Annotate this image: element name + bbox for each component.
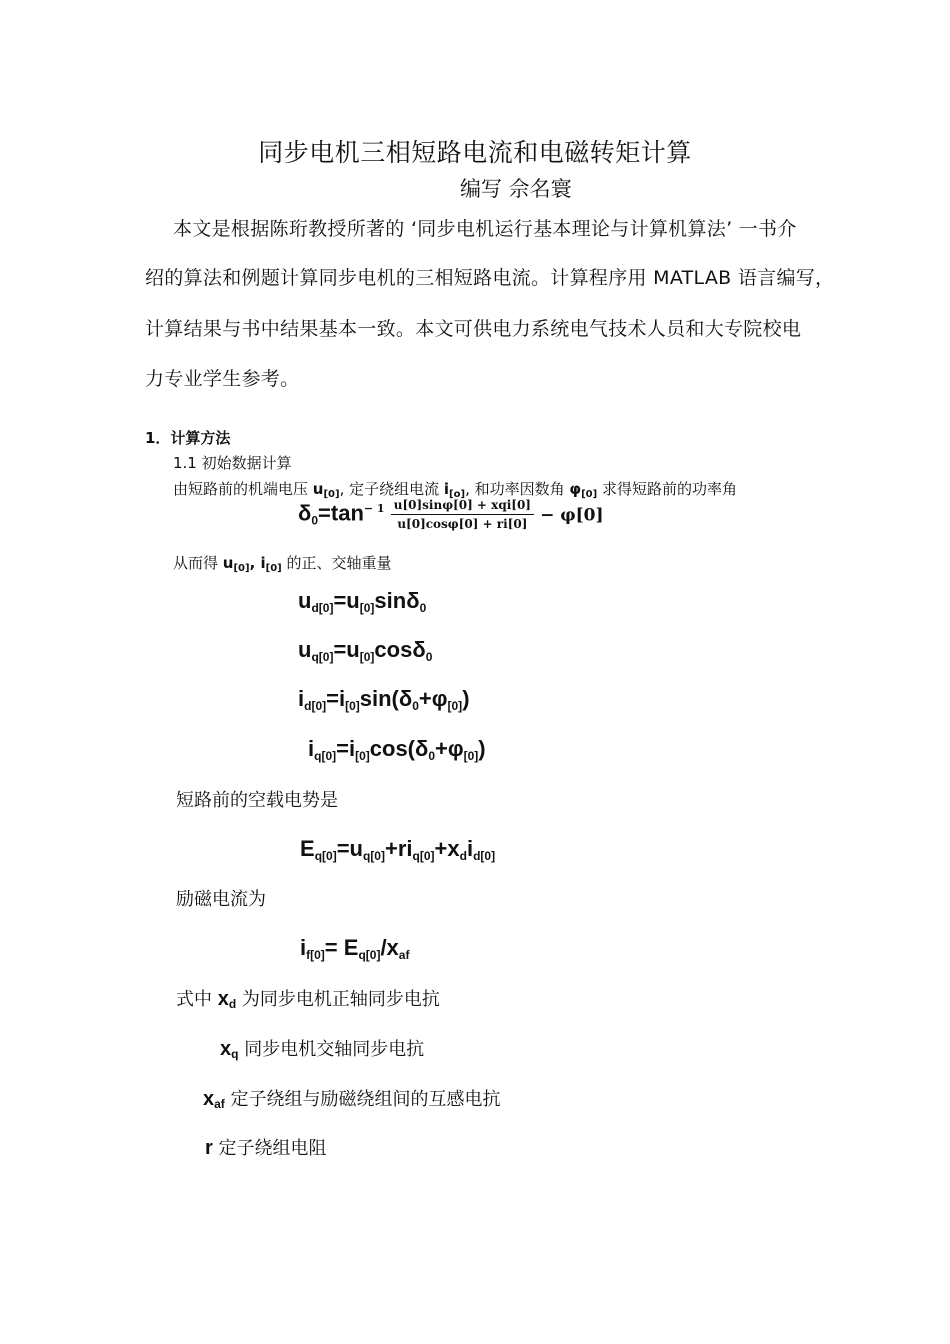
where-xaf <box>203 1085 501 1111</box>
where-text: 定子绕组电阻 <box>212 1138 327 1159</box>
where-text: 定子绕组与励磁绕组间的互感电抗 <box>224 1089 501 1110</box>
sentence-part: 求得短路前的功率角 <box>597 480 737 498</box>
equals-tan: =tan <box>318 500 364 526</box>
equation-id: $i_{d[0]}=i_{[0]}\sin(\delta_0+\varphi_{[0]})$ <box>298 686 470 713</box>
equation-field-current: $i_{f[0]}= E_{q[0]}/x_{af}$ <box>300 935 410 962</box>
symbol-u-sub: [0] <box>233 563 250 574</box>
intro-line-2: 绍的算法和例题计算同步电机的三相短路电流。计算程序用 MATLAB 语言编写， <box>145 267 835 289</box>
where-symbol <box>218 988 236 1010</box>
symbol-phi: φ <box>569 480 582 498</box>
delta-tail: − φ[0] <box>540 505 604 526</box>
delta-sub: 0 <box>311 513 319 528</box>
delta-fraction <box>391 498 534 531</box>
where-r <box>205 1134 327 1160</box>
where-symbol <box>205 1137 213 1159</box>
emf-intro: 短路前的空载电势是 <box>176 790 338 811</box>
subsection-heading: 1.1 初始数据计算 <box>173 454 292 472</box>
sentence-part: 从而得 <box>173 554 223 572</box>
field-intro: 励磁电流为 <box>176 889 266 910</box>
equation-ud: $u_{d[0]}=u_{[0]}\sin\delta_0$ <box>298 588 427 615</box>
symbol-sub: q <box>231 1047 239 1061</box>
where-xd <box>176 985 440 1011</box>
symbol-main: r <box>205 1137 213 1159</box>
sentence-part: , 和功率因数角 <box>465 480 570 498</box>
symbol-i: i <box>443 480 450 498</box>
where-xq <box>220 1035 424 1061</box>
equation-iq: $i_{q[0]}=i_{[0]}\cos(\delta_0+\varphi_{[0]})$ <box>308 736 486 763</box>
symbol-main: x <box>220 1038 232 1060</box>
intro-sentence-components <box>173 552 392 574</box>
equation-emf: $E_{q[0]}=u_{q[0]}+ri_{q[0]}+x_di_{d[0]}$ <box>300 836 496 863</box>
where-prefix: 式中 <box>176 989 218 1010</box>
section-heading: 1．计算方法 <box>145 429 231 447</box>
where-symbol <box>203 1088 225 1110</box>
symbol-sub: d <box>228 997 237 1011</box>
symbol-u: u <box>222 554 234 572</box>
symbol-i-sub: [o] <box>449 489 466 500</box>
fraction-denominator: u[0]cosφ[0] + ri[0] <box>397 517 528 531</box>
equation-uq: $u_{q[0]}=u_{[0]}\cos\delta_0$ <box>298 637 433 664</box>
symbol-u-sub: [0] <box>323 489 340 500</box>
symbol-sub: af <box>214 1097 225 1111</box>
separator: , <box>249 554 261 572</box>
sentence-part: 的正、交轴重量 <box>281 554 392 572</box>
intro-line-1: 本文是根据陈珩教授所著的 ‘同步电机运行基本理论与计算机算法’ 一书介 <box>173 218 797 240</box>
symbol-i-sub: [0] <box>265 563 282 574</box>
symbol-i: i <box>260 554 266 572</box>
symbol-main: x <box>203 1088 215 1110</box>
sentence-part: 由短路前的机端电压 <box>173 480 313 498</box>
intro-line-4: 力专业学生参考。 <box>145 368 300 390</box>
document-title: 同步电机三相短路电流和电磁转矩计算 <box>258 138 692 167</box>
intro-line-3: 计算结果与书中结果基本一致。本文可供电力系统电气技术人员和大专院校电 <box>145 318 802 340</box>
where-symbol <box>220 1038 238 1060</box>
sentence-part: , 定子绕组电流 <box>339 480 444 498</box>
inverse-exponent: − 1 <box>363 501 385 515</box>
delta-equation <box>298 498 604 531</box>
where-text: 为同步电机正轴同步电抗 <box>236 989 440 1010</box>
symbol-u: u <box>312 480 324 498</box>
symbol-main: x <box>217 988 229 1010</box>
where-text: 同步电机交轴同步电抗 <box>238 1039 425 1060</box>
symbol-phi-sub: [0] <box>581 489 598 500</box>
delta-symbol: δ <box>298 500 312 526</box>
intro-sentence-power-angle <box>173 478 737 500</box>
author-line: 编写 佘名寰 <box>460 177 572 201</box>
fraction-numerator: u[0]sinφ[0] + xqi[0] <box>391 498 534 515</box>
